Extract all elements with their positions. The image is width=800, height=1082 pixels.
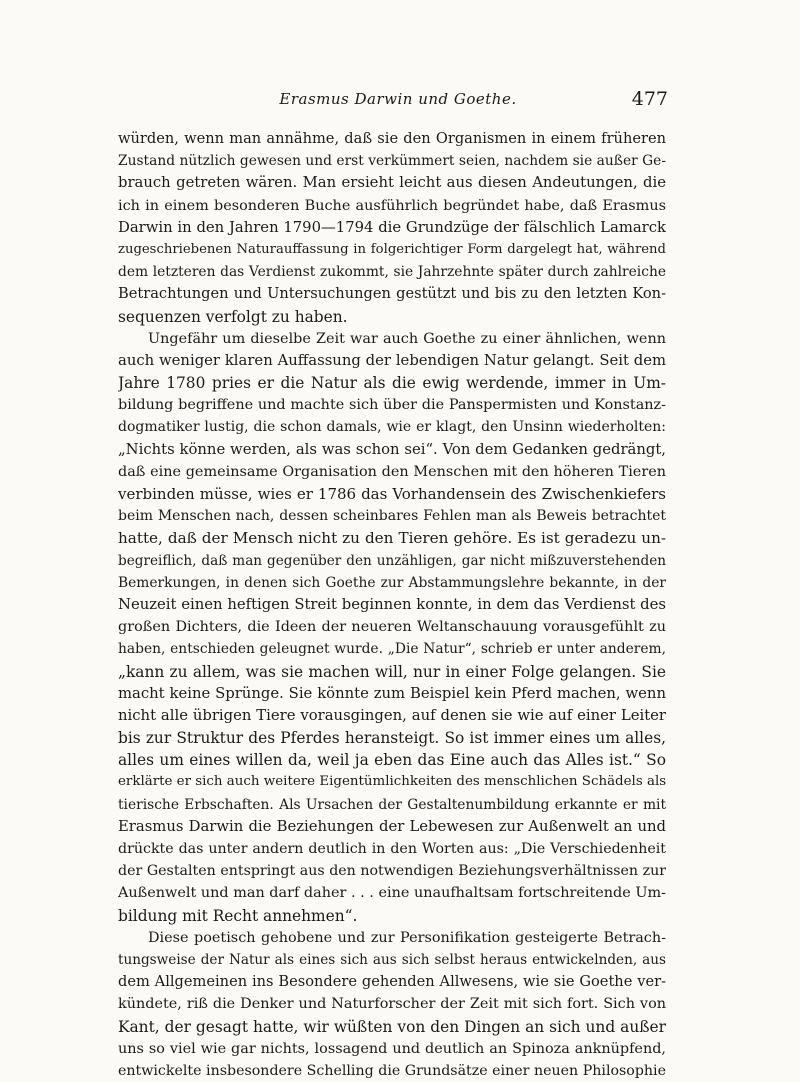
text-line: großen Dichters, die Ideen der neueren Weltanschauung vorausgefühlt zu [118, 619, 666, 636]
text-line: Diese poetisch gehobene und zur Personifikation gesteigerte Betrach- [148, 929, 666, 946]
text-line: macht keine Sprünge. Sie könnte zum Beispiel kein Pferd machen, wenn [118, 684, 666, 702]
text-line: dogmatiker lustig, die schon damals, wie er klagt, den Unsinn wiederholten: [118, 419, 666, 436]
text-line: Ungefähr um dieselbe Zeit war auch Goethe zu einer ähnlichen, wenn [148, 330, 666, 347]
text-line: Jahre 1780 pries er die Natur als die ewig werdende, immer in Um- [118, 374, 666, 393]
text-line: Bemerkungen, in denen sich Goethe zur Abstammungslehre bekannte, in der [118, 574, 666, 591]
text-line: kündete, riß die Denker und Naturforscher der Zeit mit sich fort. Sich von [118, 996, 666, 1013]
text-line: bildung mit Recht annehmen“. [118, 906, 358, 925]
text-line: würden, wenn man annähme, daß sie den Organismen in einem früheren [118, 130, 666, 147]
text-line: „kann zu allem, was sie machen will, nur in einer Folge gelangen. Sie [118, 662, 666, 681]
text-line: beim Menschen nach, dessen scheinbares Fehlen man als Beweis betrachtet [118, 508, 666, 525]
text-line: verbinden müsse, wies er 1786 das Vorhandensein des Zwischenkiefers [118, 485, 666, 503]
text-line: „Nichts könne werden, als was schon sei“. Von dem Gedanken gedrängt, [118, 440, 666, 458]
text-line: Neuzeit einen heftigen Streit beginnen konnte, in dem das Verdienst des [118, 595, 666, 613]
text-line: hatte, daß der Mensch nicht zu den Tieren gehöre. Es ist geradezu un- [118, 529, 666, 548]
running-title: Erasmus Darwin und Goethe. [279, 90, 517, 108]
text-line: bildung begriffene und machte sich über die Panspermisten und Konstanz- [118, 397, 666, 414]
text-line: ich in einem besonderen Buche ausführlich begründet habe, daß Erasmus [118, 197, 666, 214]
text-line: tungsweise der Natur als eines sich aus sich selbst heraus entwickelnden, aus [118, 951, 666, 968]
text-line: Kant, der gesagt hatte, wir wüßten von den Dingen an sich und außer [118, 1017, 666, 1036]
text-line: daß eine gemeinsame Organisation den Menschen mit den höheren Tieren [118, 463, 666, 480]
text-line: entwickelte insbesondere Schelling die Grundsätze einer neuen Philosophie [118, 1062, 666, 1079]
text-line: dem letzteren das Verdienst zukommt, sie Jahrzehnte später durch zahlreiche [118, 264, 666, 281]
text-line: Erasmus Darwin die Beziehungen der Lebewesen zur Außenwelt an und [118, 817, 666, 835]
text-line: Außenwelt und man darf daher . . . eine unaufhaltsam fortschreitende Um- [118, 885, 666, 902]
page-number: 477 [631, 88, 668, 110]
text-line: erklärte er sich auch weitere Eigentümlichkeiten des menschlichen Schädels als [118, 774, 666, 790]
text-line: uns so viel wie gar nichts, lossagend und deutlich an Spinoza anknüpfend, [118, 1040, 666, 1057]
text-line: alles um eines willen da, weil ja eben das Eine auch das Alles ist.“ So [118, 751, 666, 770]
text-line: Zustand nützlich gewesen und erst verkümmert seien, nachdem sie außer Ge- [118, 153, 666, 170]
text-line: brauch getreten wären. Man ersieht leicht aus diesen Andeutungen, die [118, 174, 666, 192]
page-header [128, 88, 668, 114]
text-line: nicht alle übrigen Tiere vorausgingen, auf denen sie wie auf einer Leiter [118, 706, 666, 724]
text-line: tierische Erbschaften. Als Ursachen der Gestaltenumbildung erkannte er mit [118, 796, 666, 813]
text-line: dem Allgemeinen ins Besondere gehenden Allwesens, wie sie Goethe ver- [118, 973, 666, 991]
text-line: begreiflich, daß man gegenüber den unzähligen, gar nicht mißzuverstehenden [118, 552, 666, 569]
text-line: bis zur Struktur des Pferdes heransteigt. So ist immer eines um alles, [118, 729, 666, 748]
text-line: Darwin in den Jahren 1790—1794 die Grundzüge der fälschlich Lamarck [118, 218, 666, 236]
text-line: haben, entschieden geleugnet wurde. „Die Natur“, schrieb er unter anderem, [118, 641, 666, 658]
text-line: auch weniger klaren Auffassung der lebendigen Natur gelangt. Seit dem [118, 351, 666, 369]
text-line: sequenzen verfolgt zu haben. [118, 307, 348, 326]
text-line: der Gestalten entspringt aus den notwendigen Beziehungsverhältnissen zur [118, 863, 666, 880]
text-line: Betrachtungen und Untersuchungen gestützt und bis zu den letzten Kon- [118, 285, 666, 303]
body-text [118, 128, 666, 1082]
text-line: zugeschriebenen Naturauffassung in folgerichtiger Form dargelegt hat, während [118, 241, 666, 257]
text-line: drückte das unter andern deutlich in den Worten aus: „Die Verschiedenheit [118, 841, 666, 857]
